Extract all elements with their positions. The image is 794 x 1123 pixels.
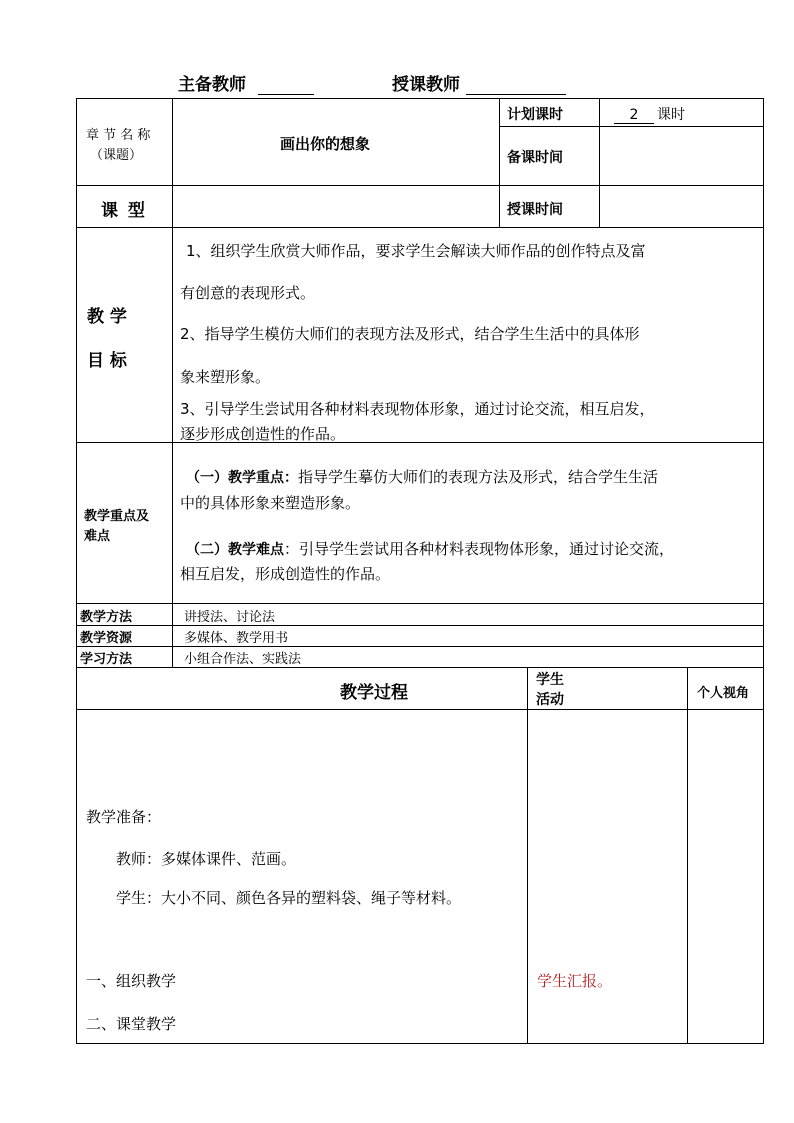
- row-divider: [76, 667, 764, 668]
- student-activity-header-sub: 活动: [536, 692, 564, 708]
- student-report: 学生汇报。: [537, 972, 613, 990]
- lecturer-blank[interactable]: [466, 76, 566, 95]
- table-border-top: [76, 98, 764, 99]
- objective-3-cont: 逐步形成创造性的作品。: [180, 425, 346, 443]
- planned-hours-unit: 课时: [657, 107, 685, 123]
- objectives-label-sub: 目 标: [87, 351, 127, 371]
- objective-2-cont: 象来塑形象。: [180, 368, 271, 386]
- row-divider: [76, 625, 764, 626]
- key-point-cont: 中的具体形象来塑造形象。: [180, 494, 361, 512]
- key-point-text: 指导学生摹仿大师们的表现方法及形式，结合学生生活: [298, 468, 659, 486]
- chapter-name-label-sub: （课题）: [90, 148, 143, 163]
- objective-1-cont: 有创意的表现形式。: [180, 284, 316, 302]
- difficulty-text: ：引导学生尝试用各种材料表现物体形象，通过讨论交流，: [284, 540, 675, 558]
- resource-label: 教学资源: [80, 631, 133, 646]
- table-border-left: [76, 98, 77, 1044]
- row-divider: [76, 709, 764, 710]
- row-divider: [499, 126, 764, 127]
- step-classroom: 二、课堂教学: [86, 1015, 177, 1033]
- objectives-label: 教 学: [87, 307, 127, 327]
- key-points-label: 教学重点及: [84, 509, 150, 524]
- main-teacher-field: [178, 70, 314, 95]
- lesson-title[interactable]: 画出你的想象: [280, 135, 371, 153]
- lecturer-field: [392, 70, 566, 95]
- chapter-name-label: 章 节 名 称: [86, 128, 151, 143]
- resource-value: 多媒体、教学用书: [184, 631, 289, 646]
- objective-3: 3、引导学生尝试用各种材料表现物体形象，通过讨论交流，相互启发，: [180, 400, 655, 418]
- objective-1: 1、组织学生欣赏大师作品，要求学生会解读大师作品的创作特点及富: [186, 242, 646, 260]
- planned-hours-value[interactable]: 2: [614, 107, 654, 124]
- prep-student: 学生：大小不同、颜色各异的塑料袋、绳子等材料。: [116, 889, 462, 907]
- objective-2: 2、指导学生模仿大师们的表现方法及形式，结合学生生活中的具体形: [180, 325, 640, 343]
- difficulty-prefix: （二）教学难点: [186, 542, 284, 558]
- column-divider: [172, 98, 173, 667]
- page-header: [0, 70, 794, 96]
- table-border-bottom: [76, 1043, 764, 1044]
- planned-hours-field: [614, 104, 685, 124]
- column-divider: [599, 98, 600, 227]
- student-activity-header: 学生: [536, 672, 564, 688]
- table-border-right: [763, 98, 764, 1044]
- lesson-type-label: 课 型: [101, 201, 147, 221]
- difficulty-cont: 相互启发，形成创造性的作品。: [180, 565, 391, 583]
- row-divider: [76, 227, 764, 228]
- key-points-label-sub: 难点: [84, 529, 111, 544]
- row-divider: [76, 646, 764, 647]
- column-divider: [687, 667, 688, 1044]
- main-teacher-label: 主备教师: [178, 75, 246, 95]
- method-value: 讲授法、讨论法: [184, 610, 276, 625]
- prep-heading: 教学准备：: [86, 808, 162, 826]
- column-divider: [527, 667, 528, 1044]
- key-point-prefix: （一）教学重点：: [186, 470, 298, 486]
- prep-time-label: 备课时间: [507, 150, 563, 166]
- personal-view-header: 个人视角: [697, 686, 750, 701]
- lecturer-label: 授课教师: [392, 75, 460, 95]
- main-teacher-blank[interactable]: [258, 76, 314, 95]
- row-divider: [76, 185, 764, 186]
- prep-teacher: 教师：多媒体课件、范画。: [116, 850, 297, 868]
- key-point: [186, 466, 658, 487]
- study-label: 学习方法: [80, 652, 133, 667]
- row-divider: [76, 603, 764, 604]
- step-organize: 一、组织教学: [86, 972, 177, 990]
- study-value: 小组合作法、实践法: [184, 652, 302, 667]
- method-label: 教学方法: [80, 610, 133, 625]
- teach-time-label: 授课时间: [507, 202, 563, 218]
- column-divider: [499, 98, 500, 227]
- difficulty: [186, 538, 674, 559]
- process-header: 教学过程: [340, 683, 408, 703]
- planned-hours-label: 计划课时: [507, 107, 563, 123]
